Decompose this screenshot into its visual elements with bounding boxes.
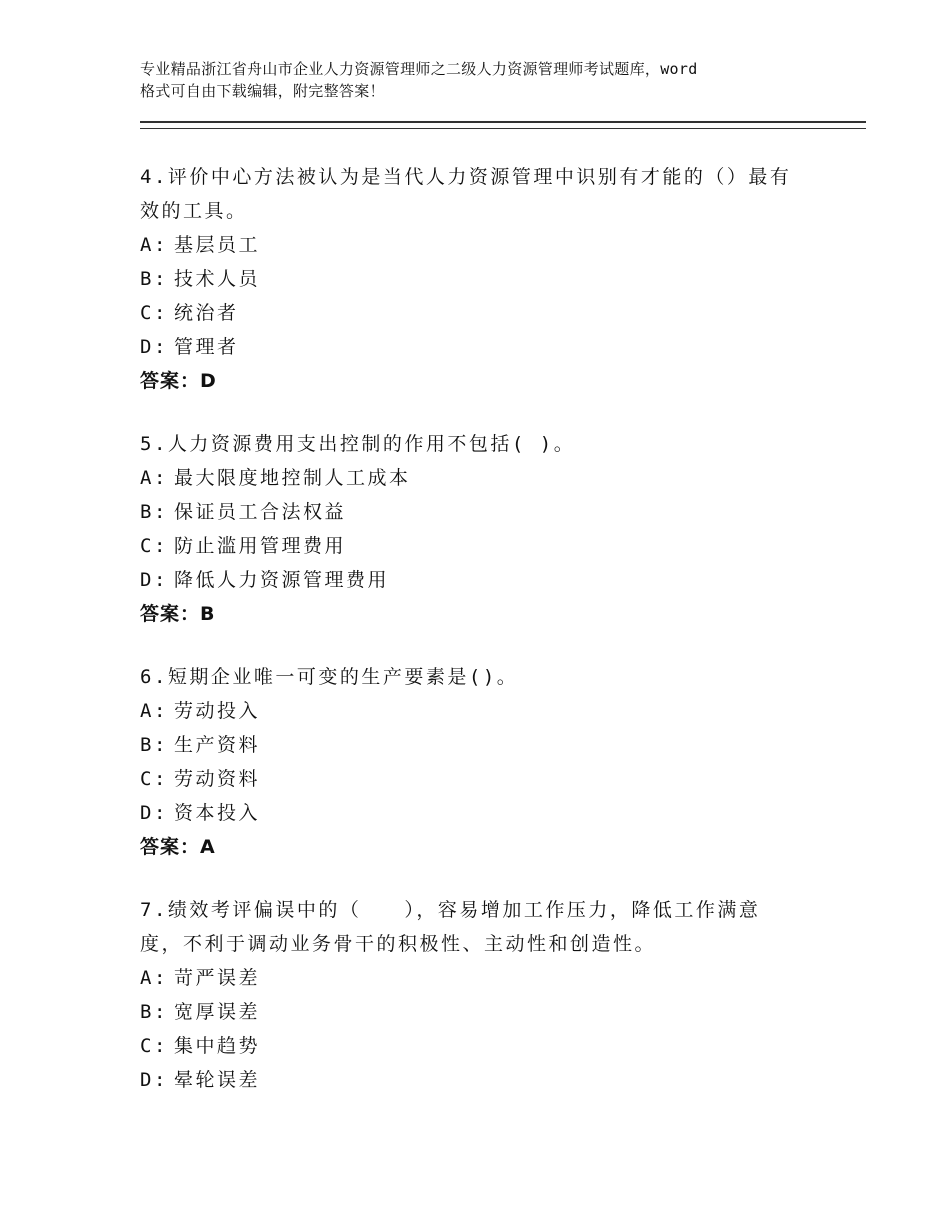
option-letter: D: bbox=[140, 336, 168, 358]
option-letter: A: bbox=[140, 967, 168, 989]
option-letter: D: bbox=[140, 1069, 168, 1091]
option-b bbox=[140, 262, 800, 296]
option-c bbox=[140, 529, 800, 563]
question-stem bbox=[140, 893, 800, 961]
option-a bbox=[140, 694, 800, 728]
document-header bbox=[140, 58, 840, 102]
option-letter: C: bbox=[140, 535, 168, 557]
answer-line: 答案：B bbox=[140, 603, 216, 625]
option-letter: A: bbox=[140, 467, 168, 489]
option-d bbox=[140, 1063, 800, 1097]
option-letter: C: bbox=[140, 768, 168, 790]
option-c bbox=[140, 1029, 800, 1063]
option-text: 降低人力资源管理费用 bbox=[174, 569, 390, 591]
question-list bbox=[140, 160, 800, 1126]
option-text: 生产资料 bbox=[174, 734, 261, 756]
option-text: 宽厚误差 bbox=[174, 1001, 261, 1023]
option-text: 防止滥用管理费用 bbox=[174, 535, 347, 557]
option-text: 集中趋势 bbox=[174, 1035, 261, 1057]
option-text: 技术人员 bbox=[174, 268, 261, 290]
option-b bbox=[140, 728, 800, 762]
question-stem-line: 4.评价中心方法被认为是当代人力资源管理中识别有才能的（）最有 bbox=[140, 166, 792, 188]
header-divider bbox=[140, 121, 866, 129]
option-c bbox=[140, 296, 800, 330]
question-stem bbox=[140, 160, 800, 228]
option-text: 劳动资料 bbox=[174, 768, 261, 790]
option-d bbox=[140, 330, 800, 364]
question-7 bbox=[140, 893, 800, 1097]
header-line-2: 格式可自由下载编辑，附完整答案！ bbox=[140, 82, 385, 100]
option-a bbox=[140, 961, 800, 995]
option-text: 资本投入 bbox=[174, 802, 261, 824]
question-6 bbox=[140, 660, 800, 864]
option-text: 劳动投入 bbox=[174, 700, 261, 722]
question-stem-line: 5.人力资源费用支出控制的作用不包括( )。 bbox=[140, 433, 576, 455]
option-letter: A: bbox=[140, 234, 168, 256]
option-a bbox=[140, 228, 800, 262]
option-text: 晕轮误差 bbox=[174, 1069, 261, 1091]
option-letter: C: bbox=[140, 302, 168, 324]
option-letter: D: bbox=[140, 569, 168, 591]
question-5 bbox=[140, 427, 800, 631]
question-stem-line: 7.绩效考评偏误中的（ ），容易增加工作压力，降低工作满意 bbox=[140, 899, 761, 921]
option-text: 保证员工合法权益 bbox=[174, 501, 347, 523]
option-letter: C: bbox=[140, 1035, 168, 1057]
option-text: 基层员工 bbox=[174, 234, 261, 256]
option-a bbox=[140, 461, 800, 495]
option-b bbox=[140, 495, 800, 529]
answer-line: 答案：A bbox=[140, 836, 216, 858]
answer-line: 答案：D bbox=[140, 370, 217, 392]
option-text: 统治者 bbox=[174, 302, 239, 324]
option-text: 管理者 bbox=[174, 336, 239, 358]
question-stem-line: 度，不利于调动业务骨干的积极性、主动性和创造性。 bbox=[140, 933, 657, 955]
option-letter: D: bbox=[140, 802, 168, 824]
question-stem bbox=[140, 427, 800, 461]
question-stem-line: 效的工具。 bbox=[140, 200, 248, 222]
option-letter: B: bbox=[140, 1001, 168, 1023]
option-d bbox=[140, 796, 800, 830]
option-letter: A: bbox=[140, 700, 168, 722]
option-b bbox=[140, 995, 800, 1029]
option-letter: B: bbox=[140, 268, 168, 290]
option-letter: B: bbox=[140, 501, 168, 523]
question-4 bbox=[140, 160, 800, 398]
option-text: 最大限度地控制人工成本 bbox=[174, 467, 411, 489]
question-stem bbox=[140, 660, 800, 694]
option-text: 苛严误差 bbox=[174, 967, 261, 989]
header-line-1: 专业精品浙江省舟山市企业人力资源管理师之二级人力资源管理师考试题库，word bbox=[140, 60, 698, 78]
question-stem-line: 6.短期企业唯一可变的生产要素是()。 bbox=[140, 666, 519, 688]
option-letter: B: bbox=[140, 734, 168, 756]
option-c bbox=[140, 762, 800, 796]
option-d bbox=[140, 563, 800, 597]
